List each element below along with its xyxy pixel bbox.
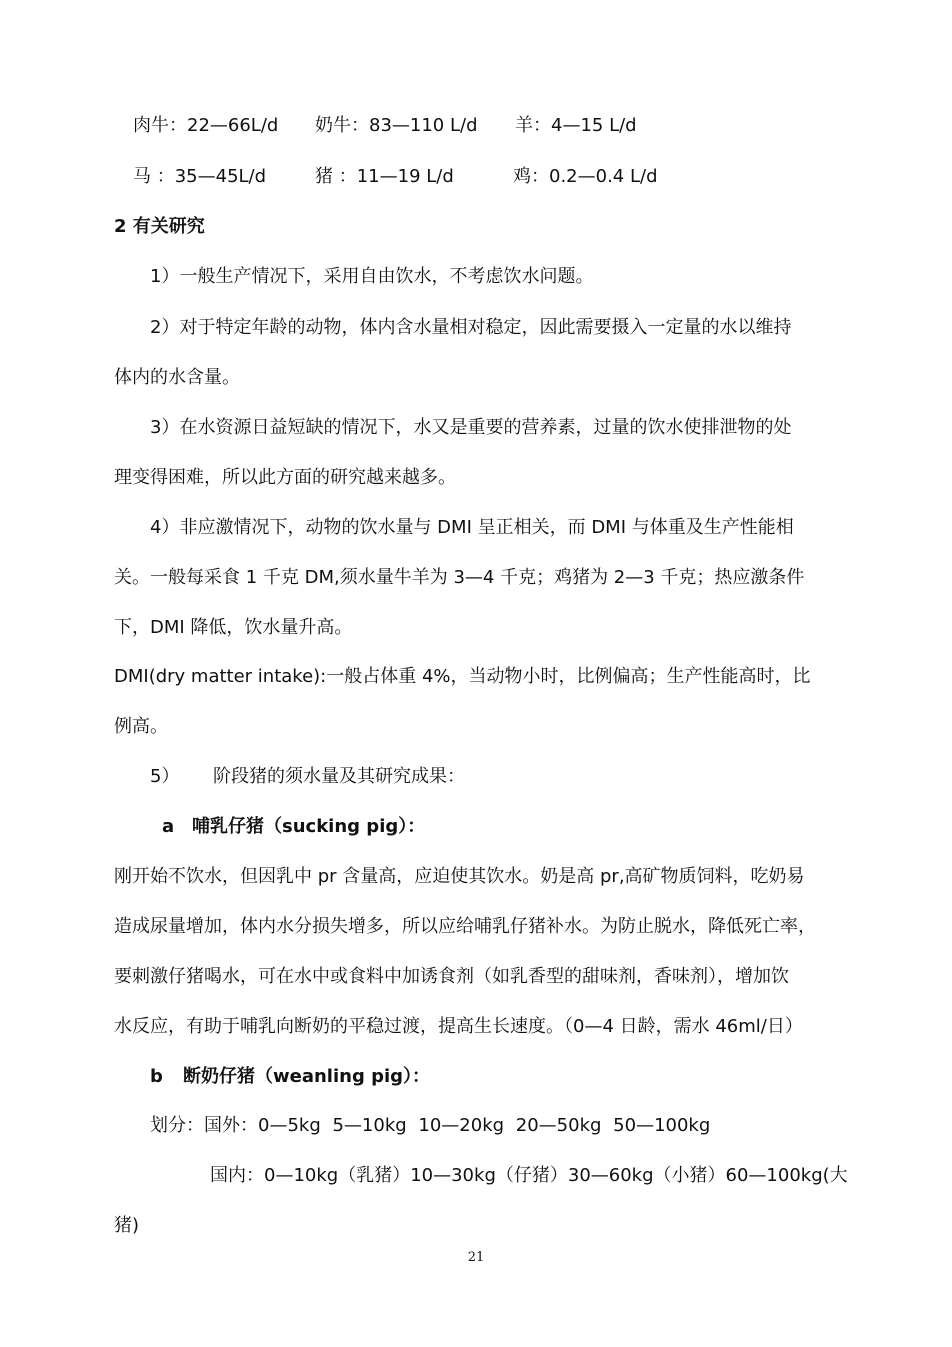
page-number: 21 — [467, 1250, 485, 1265]
paragraph-4-line-3: 下，DMI 降低，饮水量升高。 — [114, 617, 353, 638]
paragraph-4-line-2: 关。一般每采食 1 千克 DM,须水量牛羊为 3—4 千克；鸡猪为 2—3 千克；热应激条件 — [114, 567, 805, 588]
subsection-b-label: b — [150, 1066, 163, 1087]
paragraph-5-text: 阶段猪的须水量及其研究成果： — [213, 766, 465, 787]
paragraph-3-line-1: 3）在水资源日益短缺的情况下，水又是重要的营养素，过量的饮水使排泄物的处 — [150, 417, 792, 438]
dairy-cow-rate: 奶牛：83—110 L/d — [315, 115, 478, 136]
subsection-a-title: 哺乳仔猪（sucking pig）： — [192, 816, 426, 837]
dmi-line-2: 例高。 — [114, 716, 168, 737]
paragraph-5-number: 5） — [150, 766, 180, 787]
beef-cattle-rate: 肉牛：22—66L/d — [133, 115, 279, 136]
division-line-2: 国内：0—10kg（乳猪）10—30kg（仔猪）30—60kg（小猪）60—100kg(大 — [210, 1165, 848, 1186]
section-heading: 2 有关研究 — [114, 216, 205, 237]
paragraph-2-line-2: 体内的水含量。 — [114, 367, 240, 388]
water-rate-row-2 — [133, 165, 658, 189]
division-line-3: 猪) — [114, 1215, 140, 1236]
water-rate-row-1 — [133, 114, 637, 138]
horse-rate: 马 ：35—45L/d — [133, 166, 267, 187]
subsection-a-line-1: 刚开始不饮水，但因乳中 pr 含量高，应迫使其饮水。奶是高 pr,高矿物质饲料，吃奶易 — [114, 866, 805, 887]
subsection-a-label: a — [162, 816, 175, 837]
paragraph-5 — [150, 765, 465, 789]
subsection-a-line-3: 要刺激仔猪喝水，可在水中或食料中加诱食剂（如乳香型的甜味剂，香味剂），增加饮 — [114, 966, 789, 987]
paragraph-2-line-1: 2）对于特定年龄的动物，体内含水量相对稳定，因此需要摄入一定量的水以维持 — [150, 317, 792, 338]
chicken-rate: 鸡：0.2—0.4 L/d — [513, 166, 658, 187]
subsection-b-title: 断奶仔猪（weanling pig）： — [183, 1066, 431, 1087]
paragraph-3-line-2: 理变得困难，所以此方面的研究越来越多。 — [114, 467, 456, 488]
subsection-a-line-4: 水反应，有助于哺乳向断奶的平稳过渡，提高生长速度。（0—4 日龄，需水 46ml/日） — [114, 1016, 803, 1037]
paragraph-4-line-1: 4）非应激情况下，动物的饮水量与 DMI 呈正相关，而 DMI 与体重及生产性能相 — [150, 517, 794, 538]
division-line-1: 划分：国外：0—5kg 5—10kg 10—20kg 20—50kg 50—100kg — [150, 1115, 711, 1136]
dmi-line-1: DMI(dry matter intake):一般占体重 4%，当动物小时，比例偏高；生产性能高时，比 — [114, 666, 811, 687]
sheep-rate: 羊：4—15 L/d — [515, 115, 637, 136]
subsection-a-heading — [162, 815, 425, 839]
subsection-b-heading — [150, 1065, 430, 1089]
pig-rate: 猪 ：11—19 L/d — [315, 166, 454, 187]
paragraph-1: 1）一般生产情况下，采用自由饮水，不考虑饮水问题。 — [150, 266, 594, 287]
subsection-a-line-2: 造成尿量增加，体内水分损失增多，所以应给哺乳仔猪补水。为防止脱水，降低死亡率， — [114, 916, 816, 937]
